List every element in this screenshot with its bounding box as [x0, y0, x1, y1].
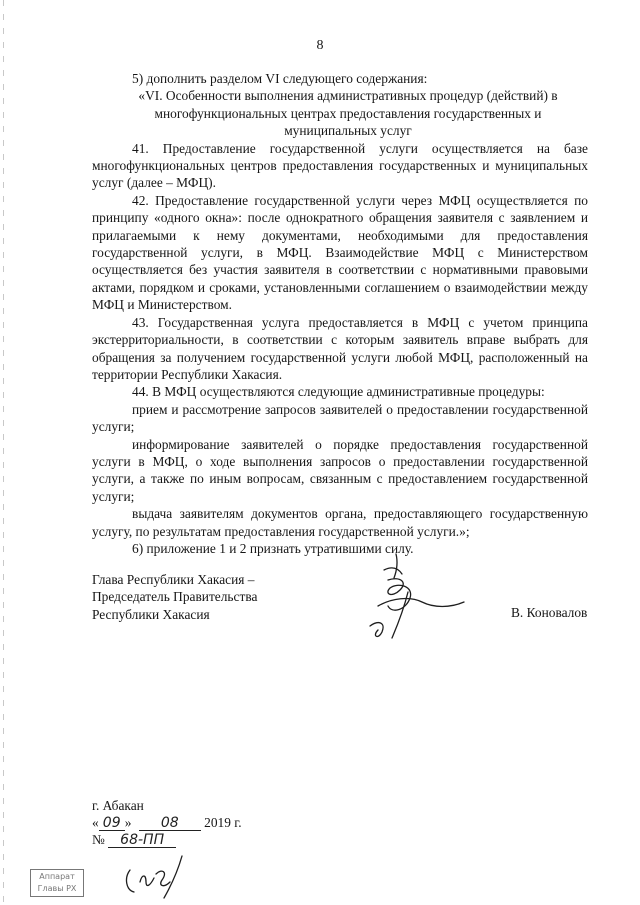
paragraph-44-issuance: выдача заявителям документов органа, предоставляющего государственную услугу, по результатам предоставления государственной услуги.»; — [92, 506, 588, 539]
section-heading: «VI. Особенности выполнения административных процедур (действий) в многофункциональных центрах предоставления государственных и муниципальных услуг — [138, 88, 558, 139]
place-and-date — [92, 797, 242, 848]
signatory-name: В. Коновалов — [511, 605, 588, 620]
scan-edge — [3, 0, 4, 905]
number-line — [92, 831, 242, 848]
signatory-title-line: Глава Республики Хакасия – — [92, 572, 255, 587]
quote-close: » — [124, 815, 132, 830]
handwritten-initials — [120, 852, 200, 902]
date-year: 2019 г. — [204, 815, 242, 830]
signatory-title-line: Республики Хакасия — [92, 606, 210, 622]
stamp-line: Главы РХ — [37, 884, 77, 893]
signatory-title-line: Председатель Правительства — [92, 589, 258, 605]
paragraph-44-informing: информирование заявителей о порядке предоставления государственной услуги в МФЦ, о ходе выполнения запросов о предоставлении государственной услуги, а также по иным вопросам, связанным с предоставлением государственной услуги; — [92, 436, 588, 504]
date-day: 09 — [99, 816, 125, 831]
paragraph-item-6: 6) приложение 1 и 2 признать утратившими силу. — [132, 540, 414, 556]
date-month: 08 — [139, 816, 201, 831]
paragraph-43: 43. Государственная услуга предоставляется в МФЦ с учетом принципа экстерриториальности, в соответствии с которым заявитель вправе выбрать для обращения за получением государственной услуги любой МФЦ, расположенный на территории Республики Хакасия. — [92, 314, 588, 382]
paragraph-42: 42. Предоставление государственной услуги через МФЦ осуществляется по принципу «одного окна»: после однократного обращения заявителя с заявлением и прилагаемыми к нему документами, необходимыми для предоставления государственной услуги, в МФЦ. Взаимодействие МФЦ с Министерством осуществляется без участия заявителя в соответствии с нормативными правовыми актами, порядком и сроками, установленными соглашением о взаимодействии между МФЦ и Министерством. — [92, 192, 588, 313]
city: г. Абакан — [92, 798, 144, 813]
date-line — [92, 814, 242, 831]
handwritten-signature — [348, 548, 468, 648]
document-number: 68-ПП — [108, 833, 176, 848]
paragraph-item-5: 5) дополнить разделом VI следующего содержания: — [132, 71, 428, 86]
page-number: 8 — [316, 38, 324, 53]
registry-stamp — [30, 869, 84, 897]
signatory-title — [92, 571, 257, 623]
paragraph-41: 41. Предоставление государственной услуги осуществляется на базе многофункциональных центров предоставления государственных и муниципальных услуг (далее – МФЦ). — [92, 140, 588, 191]
stamp-line: Аппарат — [39, 872, 75, 881]
paragraph-44-reception: прием и рассмотрение запросов заявителей о предоставлении государственной услуги; — [92, 401, 588, 435]
paragraph-44: 44. В МФЦ осуществляются следующие административные процедуры: — [132, 384, 545, 400]
document-body — [92, 70, 588, 557]
number-label: № — [92, 832, 105, 847]
quote-open: « — [92, 815, 99, 830]
